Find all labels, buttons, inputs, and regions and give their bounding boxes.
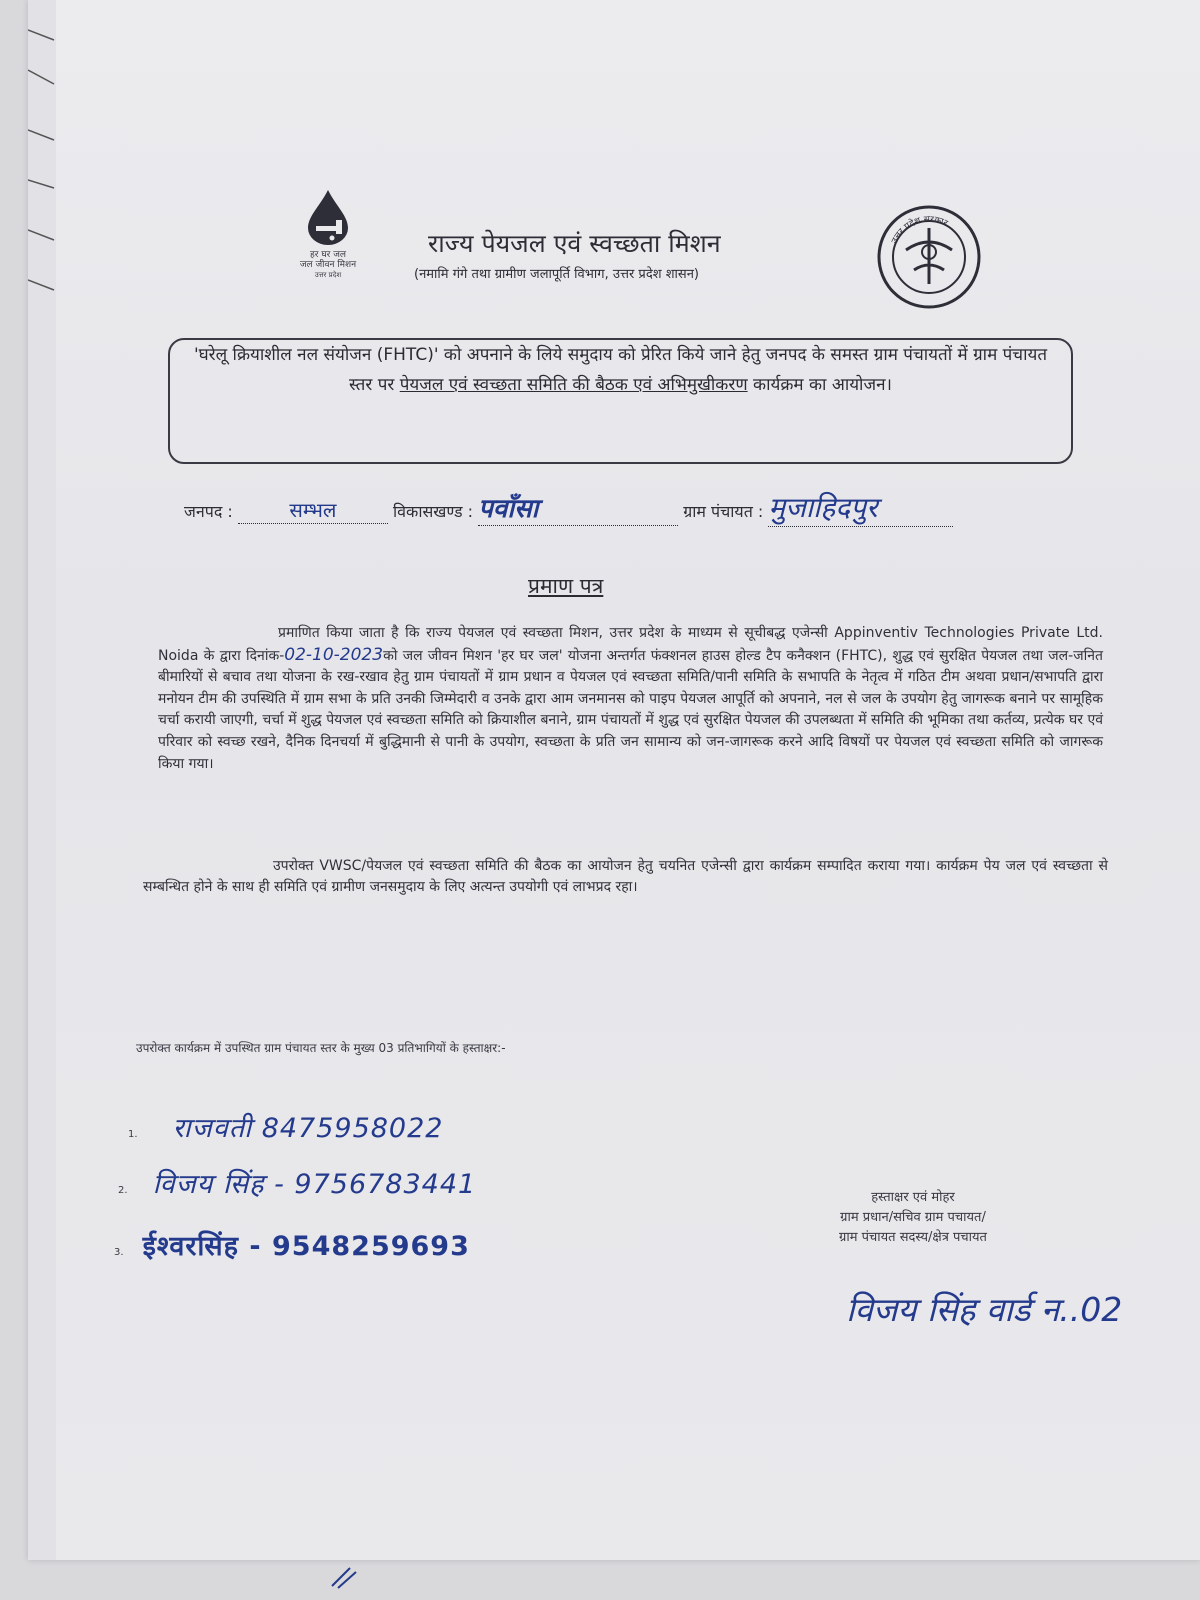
pen-mark [328,1564,368,1590]
up-government-seal [876,204,982,310]
certificate-date: 02-10-2023 [284,644,384,665]
certificate-paragraph-2: उपरोक्त VWSC/पेयजल एवं स्वच्छता समिति की बैठक का आयोजन हेतु चयनित एजेन्सी द्वारा कार्यक्रम सम्पादित कराया गया। कार्यक्रम पेय जल एवं स्वच्छता से सम्बन्धित होने के साथ ही समिति एवं ग्रामीण जनसमुदाय के लिए अत्यन्त उपयोगी एवं लाभप्रद रहा। [143,858,1108,895]
water-drop-icon [302,188,354,246]
stamp-line-3: ग्राम पंचायत सदस्य/क्षेत्र पचायत [839,1230,987,1245]
participant-row-3 [114,1226,470,1263]
stamp-line-2: ग्राम प्रधान/सचिव ग्राम पचायत/ [840,1210,986,1225]
svg-text:उत्तर प्रदेश सरकार: उत्तर प्रदेश सरकार [890,214,949,246]
program-notice-box [168,338,1073,464]
panchayat-value: मुजाहिदपुर [768,491,878,524]
document-page [28,0,1200,1560]
mission-subtitle: (नमामि गंगे तथा ग्रामीण जलापूर्ति विभाग, उत्तर प्रदेश शासन) [414,267,699,282]
certificate-paragraph-1 [158,623,1103,775]
participant-signature: ईश्वरसिंह - 9548259693 [142,1231,470,1262]
participant-signature: राजवती 8475958022 [172,1113,444,1144]
participant-number: 3. [114,1247,124,1258]
signature-stamp-block [788,1188,1038,1248]
panchayat-field [768,488,953,527]
participant-number: 1. [128,1129,138,1140]
district-label: जनपद : [184,502,233,521]
district-value: सम्भल [289,498,337,522]
certificate-text-b: को जल जीवन मिशन 'हर घर जल' योजना अन्तर्गत फंक्शनल हाउस होल्ड टैप कनैक्शन (FHTC), शुद्ध एवं सुरक्षित पेयजल तथा जल-जनित बीमारियों से बचाव तथा योजना के रख-रखाव हेतु ग्राम पंचायतों में ग्राम प्रधान व पेयजल एवं स्वच्छता समिति/पानी समिति के सभापति के नेतृत्व में गठित टीम अथवा प्रधान/सभापति द्वारा मनोयन टीम की उपस्थिति में ग्राम सभा के प्रति उनकी जिम्मेदारी व उनके द्वारा आम जनमानस को पाइप पेयजल आपूर्ति को अपनाने, नल से जल के उपयोग हेतु जागरूक बनाने पर सामूहिक चर्चा करायी जाएगी, चर्चा में शुद्ध पेयजल एवं स्वच्छता समिति को क्रियाशील बनाने, ग्राम पंचायतों में शुद्ध एवं सुरक्षित पेयजल की उपलब्धता में समिति की भूमिका तथा कर्तव्य, प्रत्येक घर एवं परिवार को स्वच्छ रखने, दैनिक दिनचर्या में बुद्धिमानी से पानी के उपयोग, स्वच्छता के प्रति जन सामान्य को जन-जागरूक करने आदि विषयों पर पेयजल एवं स्वच्छता समिति को जागरूक किया गया। [158,647,1103,772]
notice-text-2: कार्यक्रम का आयोजन। [747,375,892,395]
jal-jeevan-logo [268,188,388,280]
stamp-line-1: हस्ताक्षर एवं मोहर [871,1190,955,1205]
participant-signature: विजय सिंह - 9756783441 [152,1169,477,1200]
certificate-title: प्रमाण पत्र [528,574,604,598]
district-field [238,496,388,524]
binder-edge [28,0,56,1560]
logo-text-3: उत्तर प्रदेश [314,271,342,279]
participant-row-1 [128,1108,443,1145]
logo-text-1: हर घर जल [310,250,346,260]
logo-text-2: जल जीवन मिशन [299,260,357,270]
participants-note: उपरोक्त कार्यक्रम में उपस्थित ग्राम पंचायत स्तर के मुख्य 03 प्रतिभागियों के हस्ताक्षर:- [136,1041,506,1055]
mission-title: राज्य पेयजल एवं स्वच्छता मिशन [428,229,721,258]
participant-number: 2. [118,1185,128,1196]
panchayat-label: ग्राम पंचायत : [683,502,764,521]
block-value: पवाँसा [478,494,539,524]
block-label: विकासखण्ड : [393,502,474,521]
block-field [478,489,678,526]
certificate-text-a: प्रमाणित किया जाता है कि राज्य पेयजल एवं स्वच्छता मिशन, उत्तर प्रदेश के माध्यम से सूचीबद्ध एजेन्सी Appinventiv Technologies Private Ltd. Noida के द्वारा दिनांक- [158,625,1103,664]
participant-row-2 [118,1164,476,1201]
authority-signature: विजय सिंह वार्ड न..02 [846,1290,1123,1329]
notice-text-1: 'घरेलू क्रियाशील नल संयोजन (FHTC)' को अपनाने के लिये समुदाय को प्रेरित किये जाने हेतु जनपद के समस्त ग्राम पंचायतों में ग्राम पंचायत स्तर पर [193,345,1048,395]
notice-underlined-text: पेयजल एवं स्वच्छता समिति की बैठक एवं अभिमुखीकरण [399,375,748,395]
location-fields [184,488,953,527]
